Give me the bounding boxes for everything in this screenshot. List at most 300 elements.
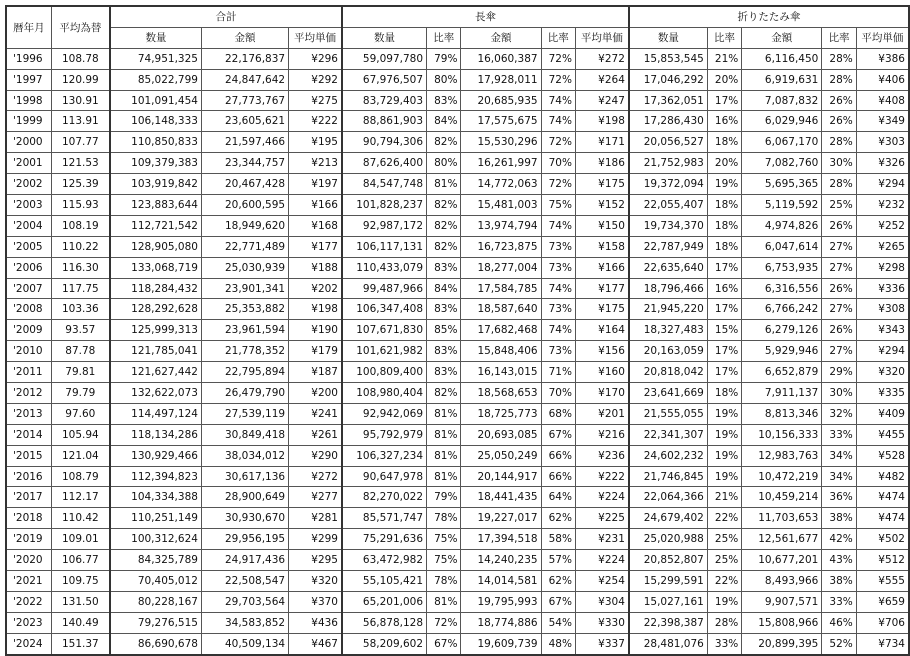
total-amount-cell: 38,034,012	[201, 445, 288, 466]
long-unit-price-cell: ¥225	[575, 508, 628, 529]
year-cell: '2022	[6, 591, 51, 612]
long-qty-cell: 82,270,022	[342, 487, 427, 508]
long-qty-ratio-cell: 83%	[427, 90, 461, 111]
long-qty-cell: 106,327,234	[342, 445, 427, 466]
total-amount-cell: 40,509,134	[201, 633, 288, 654]
folding-qty-cell: 18,796,466	[629, 278, 707, 299]
long-unit-price-cell: ¥177	[575, 278, 628, 299]
folding-qty-ratio-cell: 25%	[707, 550, 741, 571]
rate-cell: 109.75	[51, 571, 110, 592]
table-row	[6, 215, 909, 236]
total-unit-price-cell: ¥261	[289, 424, 342, 445]
total-qty-cell: 112,394,823	[110, 466, 202, 487]
total-amount-cell: 23,961,594	[201, 320, 288, 341]
table-row	[6, 508, 909, 529]
long-unit-price-cell: ¥216	[575, 424, 628, 445]
rate-cell: 120.99	[51, 69, 110, 90]
long-unit-price-cell: ¥247	[575, 90, 628, 111]
total-unit-price-cell: ¥188	[289, 257, 342, 278]
folding-qty-ratio-cell: 19%	[707, 403, 741, 424]
folding-qty-ratio-cell: 17%	[707, 257, 741, 278]
folding-amount-ratio-cell: 28%	[822, 69, 856, 90]
long-qty-ratio-cell: 85%	[427, 320, 461, 341]
long-amount-cell: 16,261,997	[461, 153, 541, 174]
folding-unit-price-cell: ¥343	[856, 320, 909, 341]
folding-amount-cell: 10,472,219	[742, 466, 822, 487]
rate-cell: 125.39	[51, 174, 110, 195]
folding-amount-ratio-cell: 34%	[822, 445, 856, 466]
long-qty-ratio-cell: 80%	[427, 153, 461, 174]
total-qty-cell: 101,091,454	[110, 90, 202, 111]
long-amount-ratio-cell: 74%	[541, 278, 575, 299]
total-unit-price-cell: ¥200	[289, 383, 342, 404]
folding-amount-cell: 15,808,966	[742, 612, 822, 633]
long-qty-cell: 101,828,237	[342, 195, 427, 216]
folding-unit-price-cell: ¥349	[856, 111, 909, 132]
long-qty-ratio-cell: 84%	[427, 278, 461, 299]
folding-qty-cell: 25,020,988	[629, 529, 707, 550]
long-qty-cell: 92,987,172	[342, 215, 427, 236]
long-qty-ratio-cell: 78%	[427, 508, 461, 529]
folding-amount-cell: 6,279,126	[742, 320, 822, 341]
folding-qty-cell: 20,818,042	[629, 362, 707, 383]
year-cell: '2016	[6, 466, 51, 487]
long-qty-cell: 106,117,131	[342, 236, 427, 257]
long-amount-cell: 17,682,468	[461, 320, 541, 341]
table-row	[6, 320, 909, 341]
folding-unit-price-cell: ¥294	[856, 341, 909, 362]
total-unit-price-cell: ¥198	[289, 299, 342, 320]
total-amount-cell: 25,030,939	[201, 257, 288, 278]
rate-cell: 108.19	[51, 215, 110, 236]
total-unit-price-cell: ¥320	[289, 571, 342, 592]
table-row	[6, 341, 909, 362]
rate-cell: 113.91	[51, 111, 110, 132]
table-row	[6, 445, 909, 466]
table-row	[6, 132, 909, 153]
folding-amount-ratio-cell: 26%	[822, 111, 856, 132]
folding-amount-cell: 5,119,592	[742, 195, 822, 216]
long-amount-cell: 15,481,003	[461, 195, 541, 216]
long-amount-cell: 17,394,518	[461, 529, 541, 550]
long-qty-ratio-cell: 81%	[427, 403, 461, 424]
year-cell: '2003	[6, 195, 51, 216]
total-qty-cell: 109,379,383	[110, 153, 202, 174]
long-qty-cell: 110,433,079	[342, 257, 427, 278]
long-qty-ratio-cell: 81%	[427, 445, 461, 466]
total-amount-cell: 27,539,119	[201, 403, 288, 424]
long-amount-ratio-cell: 72%	[541, 174, 575, 195]
long-amount-cell: 20,693,085	[461, 424, 541, 445]
folding-qty-cell: 22,064,366	[629, 487, 707, 508]
table-row	[6, 278, 909, 299]
long-amount-ratio-cell: 72%	[541, 48, 575, 69]
folding-unit-price-cell: ¥482	[856, 466, 909, 487]
folding-amount-ratio-cell: 30%	[822, 153, 856, 174]
folding-qty-cell: 15,299,591	[629, 571, 707, 592]
folding-qty-ratio-cell: 17%	[707, 90, 741, 111]
year-cell: '2019	[6, 529, 51, 550]
long-qty-ratio-cell: 82%	[427, 132, 461, 153]
total-qty-cell: 74,951,325	[110, 48, 202, 69]
total-unit-price-cell: ¥166	[289, 195, 342, 216]
total-unit-price-cell: ¥222	[289, 111, 342, 132]
year-cell: '1997	[6, 69, 51, 90]
table-row	[6, 299, 909, 320]
long-amount-ratio-cell: 74%	[541, 320, 575, 341]
long-qty-ratio-cell: 83%	[427, 341, 461, 362]
folding-unit-price-cell: ¥320	[856, 362, 909, 383]
long-amount-cell: 18,277,004	[461, 257, 541, 278]
long-qty-ratio-cell: 82%	[427, 236, 461, 257]
total-unit-price-cell: ¥213	[289, 153, 342, 174]
folding-amount-ratio-cell: 27%	[822, 299, 856, 320]
total-amount-cell: 22,508,547	[201, 571, 288, 592]
folding-qty-cell: 22,398,387	[629, 612, 707, 633]
long-qty-cell: 85,571,747	[342, 508, 427, 529]
long-amount-ratio-cell: 73%	[541, 257, 575, 278]
folding-amount-cell: 8,813,346	[742, 403, 822, 424]
year-cell: '2002	[6, 174, 51, 195]
folding-qty-ratio-cell: 16%	[707, 278, 741, 299]
folding-unit-price-cell: ¥308	[856, 299, 909, 320]
year-month-header: 暦年月	[6, 6, 51, 48]
total-qty-cell: 121,785,041	[110, 341, 202, 362]
folding-amount-cell: 10,156,333	[742, 424, 822, 445]
long-unit-price-cell: ¥186	[575, 153, 628, 174]
folding-amount-ratio-cell: 52%	[822, 633, 856, 654]
folding-qty-ratio-cell: 22%	[707, 571, 741, 592]
year-cell: '2000	[6, 132, 51, 153]
total-qty-cell: 100,312,624	[110, 529, 202, 550]
folding-unit-price-cell: ¥303	[856, 132, 909, 153]
rate-cell: 115.93	[51, 195, 110, 216]
total-amount-cell: 28,900,649	[201, 487, 288, 508]
folding-qty-cell: 17,046,292	[629, 69, 707, 90]
folding-amount-cell: 11,703,653	[742, 508, 822, 529]
total-unit-price-cell: ¥277	[289, 487, 342, 508]
total-amount-cell: 26,479,790	[201, 383, 288, 404]
total-amount-cell: 18,949,620	[201, 215, 288, 236]
long-amount-cell: 15,530,296	[461, 132, 541, 153]
long-qty-ratio-cell: 82%	[427, 215, 461, 236]
folding-qty-cell: 24,679,402	[629, 508, 707, 529]
long-amount-ratio-cell: 74%	[541, 90, 575, 111]
total-unit-price-cell: ¥179	[289, 341, 342, 362]
long-amount-ratio-cell: 73%	[541, 236, 575, 257]
folding-amount-ratio-cell: 27%	[822, 341, 856, 362]
table-row	[6, 236, 909, 257]
long-amount-cell: 20,685,935	[461, 90, 541, 111]
long-unit-price-cell: ¥231	[575, 529, 628, 550]
long-unit-price-cell: ¥164	[575, 320, 628, 341]
long-qty-cell: 83,729,403	[342, 90, 427, 111]
folding-amount-ratio-header: 比率	[822, 27, 856, 48]
total-unit-price-cell: ¥290	[289, 445, 342, 466]
long-unit-price-cell: ¥152	[575, 195, 628, 216]
rate-cell: 108.78	[51, 48, 110, 69]
folding-unit-price-cell: ¥294	[856, 174, 909, 195]
long-amount-ratio-cell: 73%	[541, 341, 575, 362]
folding-qty-cell: 21,746,845	[629, 466, 707, 487]
total-qty-cell: 85,022,799	[110, 69, 202, 90]
folding-unit-price-cell: ¥409	[856, 403, 909, 424]
folding-qty-header: 数量	[629, 27, 707, 48]
long-qty-cell: 99,487,966	[342, 278, 427, 299]
year-cell: '2005	[6, 236, 51, 257]
folding-qty-ratio-cell: 17%	[707, 341, 741, 362]
rate-cell: 108.79	[51, 466, 110, 487]
year-cell: '2014	[6, 424, 51, 445]
long-amount-ratio-cell: 70%	[541, 383, 575, 404]
total-amount-cell: 20,467,428	[201, 174, 288, 195]
total-unit-price-cell: ¥190	[289, 320, 342, 341]
long-qty-ratio-cell: 83%	[427, 362, 461, 383]
total-amount-cell: 30,849,418	[201, 424, 288, 445]
long-unit-price-cell: ¥224	[575, 550, 628, 571]
long-unit-price-cell: ¥198	[575, 111, 628, 132]
long-amount-ratio-cell: 74%	[541, 215, 575, 236]
rate-cell: 140.49	[51, 612, 110, 633]
folding-unit-price-cell: ¥734	[856, 633, 909, 654]
total-qty-cell: 130,929,466	[110, 445, 202, 466]
folding-qty-ratio-cell: 18%	[707, 195, 741, 216]
long-amount-ratio-cell: 68%	[541, 403, 575, 424]
folding-amount-ratio-cell: 43%	[822, 550, 856, 571]
folding-amount-cell: 8,493,966	[742, 571, 822, 592]
long-unit-price-cell: ¥337	[575, 633, 628, 654]
table-row	[6, 111, 909, 132]
total-amount-cell: 27,773,767	[201, 90, 288, 111]
folding-qty-ratio-cell: 18%	[707, 383, 741, 404]
total-amount-cell: 23,344,757	[201, 153, 288, 174]
long-qty-cell: 58,209,602	[342, 633, 427, 654]
long-amount-cell: 18,568,653	[461, 383, 541, 404]
long-amount-ratio-cell: 62%	[541, 508, 575, 529]
folding-qty-ratio-cell: 19%	[707, 466, 741, 487]
long-amount-ratio-cell: 58%	[541, 529, 575, 550]
long-qty-ratio-cell: 80%	[427, 69, 461, 90]
long-qty-cell: 107,671,830	[342, 320, 427, 341]
year-cell: '2012	[6, 383, 51, 404]
table-row	[6, 257, 909, 278]
long-qty-cell: 59,097,780	[342, 48, 427, 69]
rate-cell: 79.79	[51, 383, 110, 404]
total-qty-header: 数量	[110, 27, 202, 48]
long-amount-cell: 19,227,017	[461, 508, 541, 529]
long-amount-cell: 18,441,435	[461, 487, 541, 508]
total-amount-cell: 21,597,466	[201, 132, 288, 153]
total-unit-price-cell: ¥177	[289, 236, 342, 257]
rate-cell: 121.53	[51, 153, 110, 174]
total-unit-price-cell: ¥168	[289, 215, 342, 236]
long-unit-price-cell: ¥264	[575, 69, 628, 90]
long-unit-price-cell: ¥272	[575, 48, 628, 69]
rate-cell: 117.75	[51, 278, 110, 299]
folding-amount-ratio-cell: 34%	[822, 466, 856, 487]
long-amount-cell: 16,723,875	[461, 236, 541, 257]
folding-unit-price-cell: ¥406	[856, 69, 909, 90]
long-qty-cell: 90,647,978	[342, 466, 427, 487]
total-qty-cell: 103,919,842	[110, 174, 202, 195]
total-qty-cell: 110,850,833	[110, 132, 202, 153]
rate-cell: 87.78	[51, 341, 110, 362]
long-qty-ratio-cell: 81%	[427, 174, 461, 195]
total-qty-cell: 112,721,542	[110, 215, 202, 236]
folding-qty-ratio-cell: 21%	[707, 487, 741, 508]
folding-qty-ratio-cell: 19%	[707, 424, 741, 445]
folding-amount-ratio-cell: 28%	[822, 132, 856, 153]
folding-amount-cell: 6,753,935	[742, 257, 822, 278]
folding-amount-cell: 6,652,879	[742, 362, 822, 383]
long-qty-ratio-cell: 81%	[427, 466, 461, 487]
folding-amount-ratio-cell: 33%	[822, 591, 856, 612]
rate-cell: 105.94	[51, 424, 110, 445]
folding-qty-ratio-cell: 15%	[707, 320, 741, 341]
long-unit-price-cell: ¥175	[575, 174, 628, 195]
rate-cell: 109.01	[51, 529, 110, 550]
table-row	[6, 571, 909, 592]
year-cell: '2023	[6, 612, 51, 633]
folding-qty-cell: 15,853,545	[629, 48, 707, 69]
year-cell: '2017	[6, 487, 51, 508]
year-cell: '2013	[6, 403, 51, 424]
total-unit-price-cell: ¥436	[289, 612, 342, 633]
total-amount-cell: 30,930,670	[201, 508, 288, 529]
folding-amount-ratio-cell: 32%	[822, 403, 856, 424]
long-group-header: 長傘	[342, 6, 629, 27]
long-amount-cell: 17,575,675	[461, 111, 541, 132]
folding-qty-cell: 15,027,161	[629, 591, 707, 612]
long-amount-ratio-cell: 72%	[541, 69, 575, 90]
folding-qty-cell: 21,945,220	[629, 299, 707, 320]
long-qty-cell: 55,105,421	[342, 571, 427, 592]
long-unit-price-cell: ¥254	[575, 571, 628, 592]
long-qty-cell: 95,792,979	[342, 424, 427, 445]
folding-amount-cell: 6,766,242	[742, 299, 822, 320]
long-qty-ratio-cell: 72%	[427, 612, 461, 633]
long-amount-ratio-cell: 70%	[541, 153, 575, 174]
year-cell: '2008	[6, 299, 51, 320]
long-qty-cell: 87,626,400	[342, 153, 427, 174]
rate-cell: 106.77	[51, 550, 110, 571]
total-unit-price-cell: ¥272	[289, 466, 342, 487]
long-amount-cell: 18,725,773	[461, 403, 541, 424]
long-qty-ratio-cell: 82%	[427, 195, 461, 216]
table-row	[6, 362, 909, 383]
long-qty-cell: 56,878,128	[342, 612, 427, 633]
total-amount-header: 金額	[201, 27, 288, 48]
folding-amount-ratio-cell: 26%	[822, 90, 856, 111]
long-unit-price-cell: ¥222	[575, 466, 628, 487]
long-unit-price-cell: ¥156	[575, 341, 628, 362]
folding-qty-cell: 21,752,983	[629, 153, 707, 174]
long-qty-header: 数量	[342, 27, 427, 48]
long-qty-cell: 67,976,507	[342, 69, 427, 90]
folding-amount-cell: 6,067,170	[742, 132, 822, 153]
long-qty-ratio-cell: 78%	[427, 571, 461, 592]
year-cell: '2004	[6, 215, 51, 236]
folding-amount-ratio-cell: 38%	[822, 571, 856, 592]
total-qty-cell: 133,068,719	[110, 257, 202, 278]
long-qty-cell: 100,809,400	[342, 362, 427, 383]
long-unit-price-cell: ¥150	[575, 215, 628, 236]
folding-qty-cell: 18,327,483	[629, 320, 707, 341]
total-amount-cell: 25,353,882	[201, 299, 288, 320]
folding-qty-cell: 21,555,055	[629, 403, 707, 424]
folding-qty-ratio-cell: 21%	[707, 48, 741, 69]
year-cell: '2010	[6, 341, 51, 362]
folding-amount-ratio-cell: 46%	[822, 612, 856, 633]
folding-amount-cell: 6,047,614	[742, 236, 822, 257]
table-row	[6, 591, 909, 612]
total-amount-cell: 22,795,894	[201, 362, 288, 383]
year-cell: '1999	[6, 111, 51, 132]
total-qty-cell: 79,276,515	[110, 612, 202, 633]
total-amount-cell: 34,583,852	[201, 612, 288, 633]
long-qty-ratio-cell: 81%	[427, 424, 461, 445]
table-row	[6, 383, 909, 404]
total-qty-cell: 86,690,678	[110, 633, 202, 654]
folding-amount-cell: 4,974,826	[742, 215, 822, 236]
folding-qty-ratio-cell: 18%	[707, 236, 741, 257]
folding-unit-price-cell: ¥252	[856, 215, 909, 236]
total-qty-cell: 123,883,644	[110, 195, 202, 216]
long-unit-price-cell: ¥224	[575, 487, 628, 508]
folding-qty-ratio-cell: 18%	[707, 215, 741, 236]
folding-qty-ratio-cell: 16%	[707, 111, 741, 132]
folding-unit-price-cell: ¥232	[856, 195, 909, 216]
long-amount-cell: 16,143,015	[461, 362, 541, 383]
long-amount-ratio-cell: 48%	[541, 633, 575, 654]
long-qty-cell: 88,861,903	[342, 111, 427, 132]
total-amount-cell: 30,617,136	[201, 466, 288, 487]
long-qty-cell: 90,794,306	[342, 132, 427, 153]
year-cell: '1996	[6, 48, 51, 69]
folding-unit-price-cell: ¥265	[856, 236, 909, 257]
total-qty-cell: 132,622,073	[110, 383, 202, 404]
long-qty-ratio-cell: 75%	[427, 529, 461, 550]
folding-amount-cell: 6,116,450	[742, 48, 822, 69]
long-amount-ratio-cell: 67%	[541, 591, 575, 612]
total-unit-price-cell: ¥295	[289, 550, 342, 571]
folding-qty-cell: 17,362,051	[629, 90, 707, 111]
total-qty-cell: 114,497,124	[110, 403, 202, 424]
total-unit-price-cell: ¥370	[289, 591, 342, 612]
long-amount-cell: 16,060,387	[461, 48, 541, 69]
total-qty-cell: 80,228,167	[110, 591, 202, 612]
long-amount-ratio-cell: 72%	[541, 132, 575, 153]
folding-unit-price-cell: ¥326	[856, 153, 909, 174]
long-unit-price-cell: ¥170	[575, 383, 628, 404]
long-unit-price-cell: ¥166	[575, 257, 628, 278]
folding-unit-price-cell: ¥474	[856, 487, 909, 508]
table-row	[6, 195, 909, 216]
long-qty-cell: 63,472,982	[342, 550, 427, 571]
long-qty-ratio-cell: 83%	[427, 257, 461, 278]
folding-qty-ratio-header: 比率	[707, 27, 741, 48]
year-cell: '2018	[6, 508, 51, 529]
folding-qty-cell: 22,635,640	[629, 257, 707, 278]
total-unit-price-cell: ¥187	[289, 362, 342, 383]
folding-qty-ratio-cell: 18%	[707, 132, 741, 153]
folding-qty-cell: 19,734,370	[629, 215, 707, 236]
folding-unit-price-cell: ¥502	[856, 529, 909, 550]
long-unit-price-cell: ¥158	[575, 236, 628, 257]
folding-amount-cell: 6,029,946	[742, 111, 822, 132]
long-unit-price-cell: ¥330	[575, 612, 628, 633]
year-cell: '2024	[6, 633, 51, 654]
